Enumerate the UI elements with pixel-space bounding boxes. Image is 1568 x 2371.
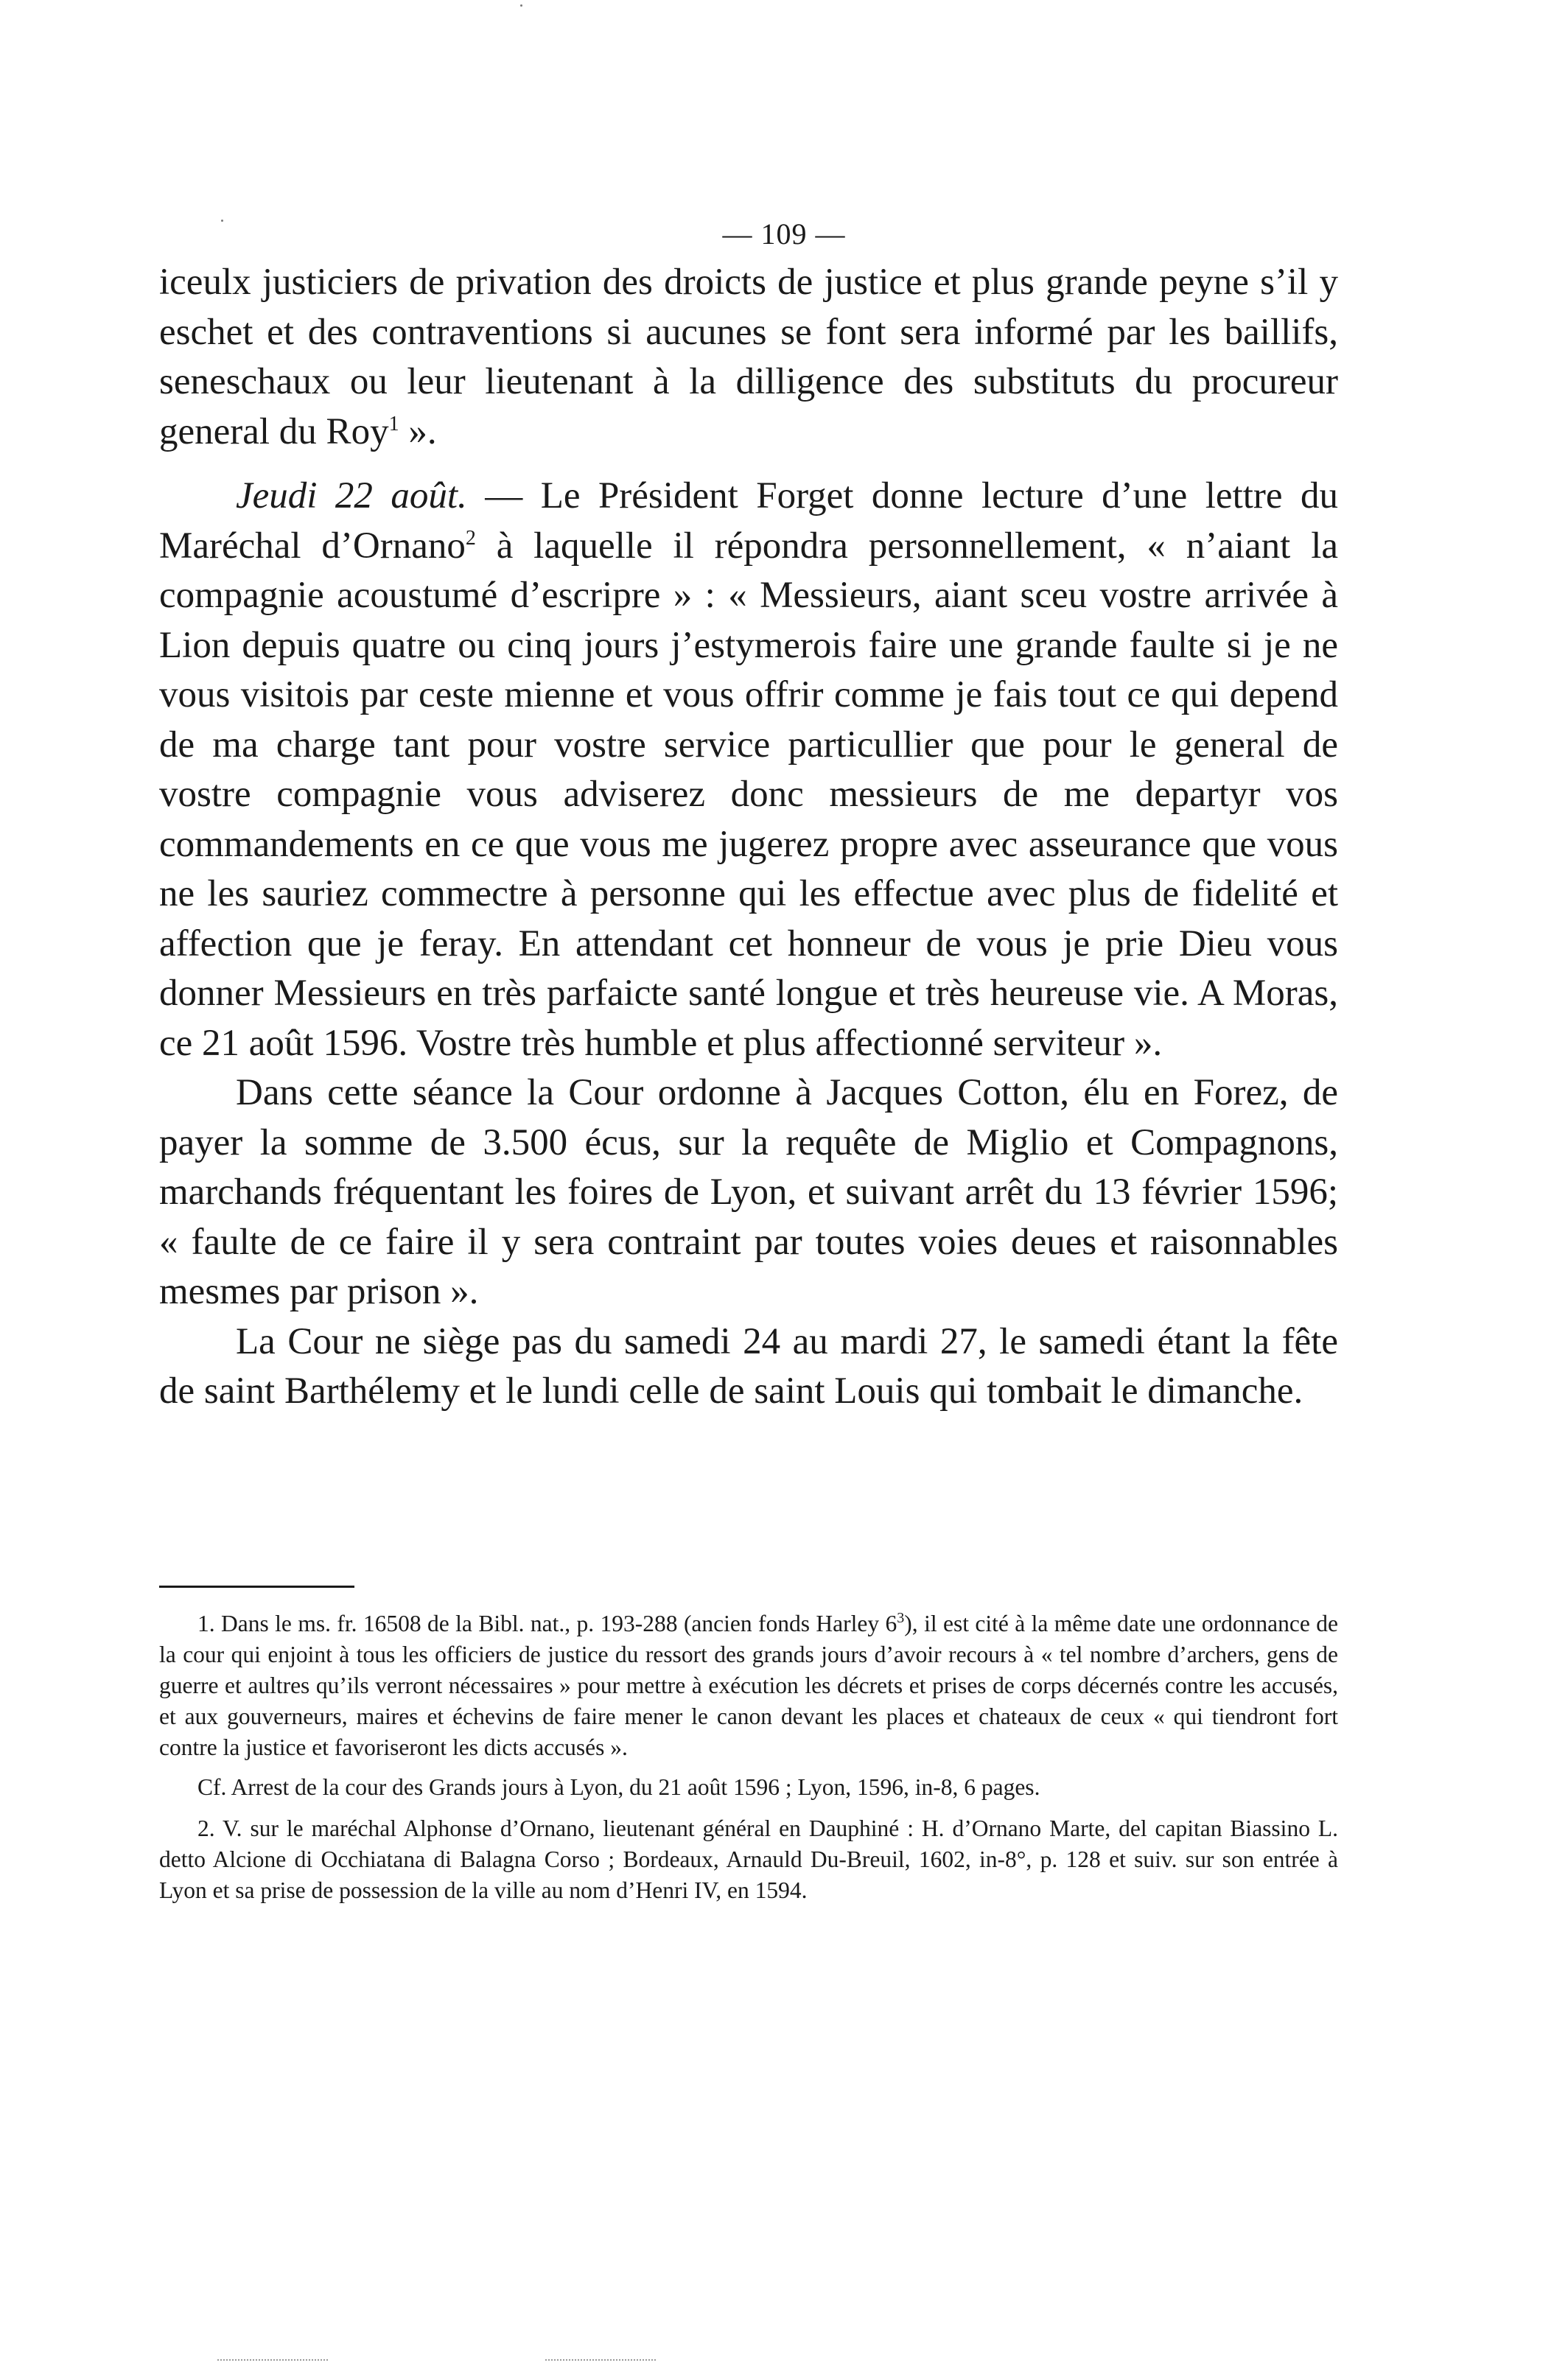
footnote-text: ), il est cité à la même date une ordonnance de la cour qui enjoint à tous les officiers de justice du ressort des grands jours d’avoir recours à « tel nombre d’archers, gens de guerre et aultres qu’ils verront nécessaires » pour mettre à exécution les décrets et prises de corps décernés contre les accusés, et aux gouverneurs, maires et échevins de faire mener le canon devant les places et chateaux de ceux « qui tiendront fort contre la justice et favoriseront les dicts accusés ». [159, 1611, 1338, 1760]
footnote-1-cf: Cf. Arrest de la cour des Grands jours à Lyon, du 21 août 1596 ; Lyon, 1596, in-8, 6 pages. [197, 1774, 1040, 1800]
footnote-1 [159, 1608, 1338, 1763]
footnote-separator [159, 1586, 354, 1588]
paragraph-seance: Dans cette séance la Cour ordonne à Jacques Cotton, élu en Forez, de payer la somme de 3.500 écus, sur la requête de Miglio et Compagnons, marchands fréquentant les foires de Lyon, et suivant arrêt du 13 février 1596; « faulte de ce faire il y sera contraint par toutes voies deues et raisonnables mesmes par prison ». [159, 1072, 1338, 1312]
paragraph-text: à laquelle il répondra personnellement, « n’aiant la compagnie acoustumé d’escripre » : « Messieurs, aiant sceu vostre arrivée à Lion depuis quatre ou cinq jours j’estymerois faire une grande faulte si je ne vous visitois par ceste mienne et vous offrir comme je fais tout ce qui depend de ma charge tant pour vostre service particullier que pour le general de vostre compagnie vous adviserez donc messieurs de me departyr vos commandements en ce que vous me jugerez propre avec asseurance que vous ne les sauriez commectre à personne qui les effectue avec plus de fidelité et affection que je feray. En attendant cet honneur de vous je prie Dieu vous donner Messieurs en très parfaicte santé longue et très heureuse vie. A Moras, ce 21 août 1596. Vostre très humble et plus affectionné serviteur ». [159, 525, 1338, 1064]
footnotes [159, 1608, 1338, 1916]
entry-date: Jeudi 22 août. [236, 475, 467, 516]
footnote-text: 1. Dans le ms. fr. 16508 de la Bibl. nat., p. 193-288 (ancien fonds Harley 6 [197, 1611, 897, 1636]
scan-mark [545, 2359, 656, 2361]
paragraph-continuation [159, 258, 1338, 457]
paragraph-jeudi-22-aout [159, 472, 1338, 1068]
scan-speck [520, 4, 522, 7]
footnote-reference-1[interactable]: 1 [388, 412, 399, 435]
page-number: — 109 — [722, 217, 846, 251]
paragraph-text-end: ». [399, 410, 437, 452]
body-text [159, 258, 1338, 1417]
paragraph-cour-ne-siege: La Cour ne siège pas du samedi 24 au mardi 27, le samedi étant la fête de saint Barthélemy et le lundi celle de saint Louis qui tombait le dimanche. [159, 1320, 1338, 1412]
footnote-reference-2[interactable]: 2 [465, 526, 476, 550]
footnote-superscript: 3 [897, 1610, 905, 1626]
paragraph-text: iceulx justiciers de privation des droicts de justice et plus grande peyne s’il y eschet et des contraventions si aucunes se font sera informé par les baillifs, seneschaux ou leur lieutenant à la dilligence des substituts du procureur general du Roy [159, 262, 1338, 452]
scan-mark [217, 2359, 328, 2361]
footnote-2: 2. V. sur le maréchal Alphonse d’Ornano, lieutenant général en Dauphiné : H. d’Ornano Marte, del capitan Biassino L. detto Alcione di Occhiatana di Balagna Corso ; Bordeaux, Arnauld Du-Breuil, 1602, in-8°, p. 128 et suiv. sur son entrée à Lyon et sa prise de possession de la ville au nom d’Henri IV, en 1594. [159, 1815, 1338, 1903]
paragraph-text: — Le Président Forget donne lecture d’une lettre du Maréchal d’Ornano [159, 475, 1338, 567]
